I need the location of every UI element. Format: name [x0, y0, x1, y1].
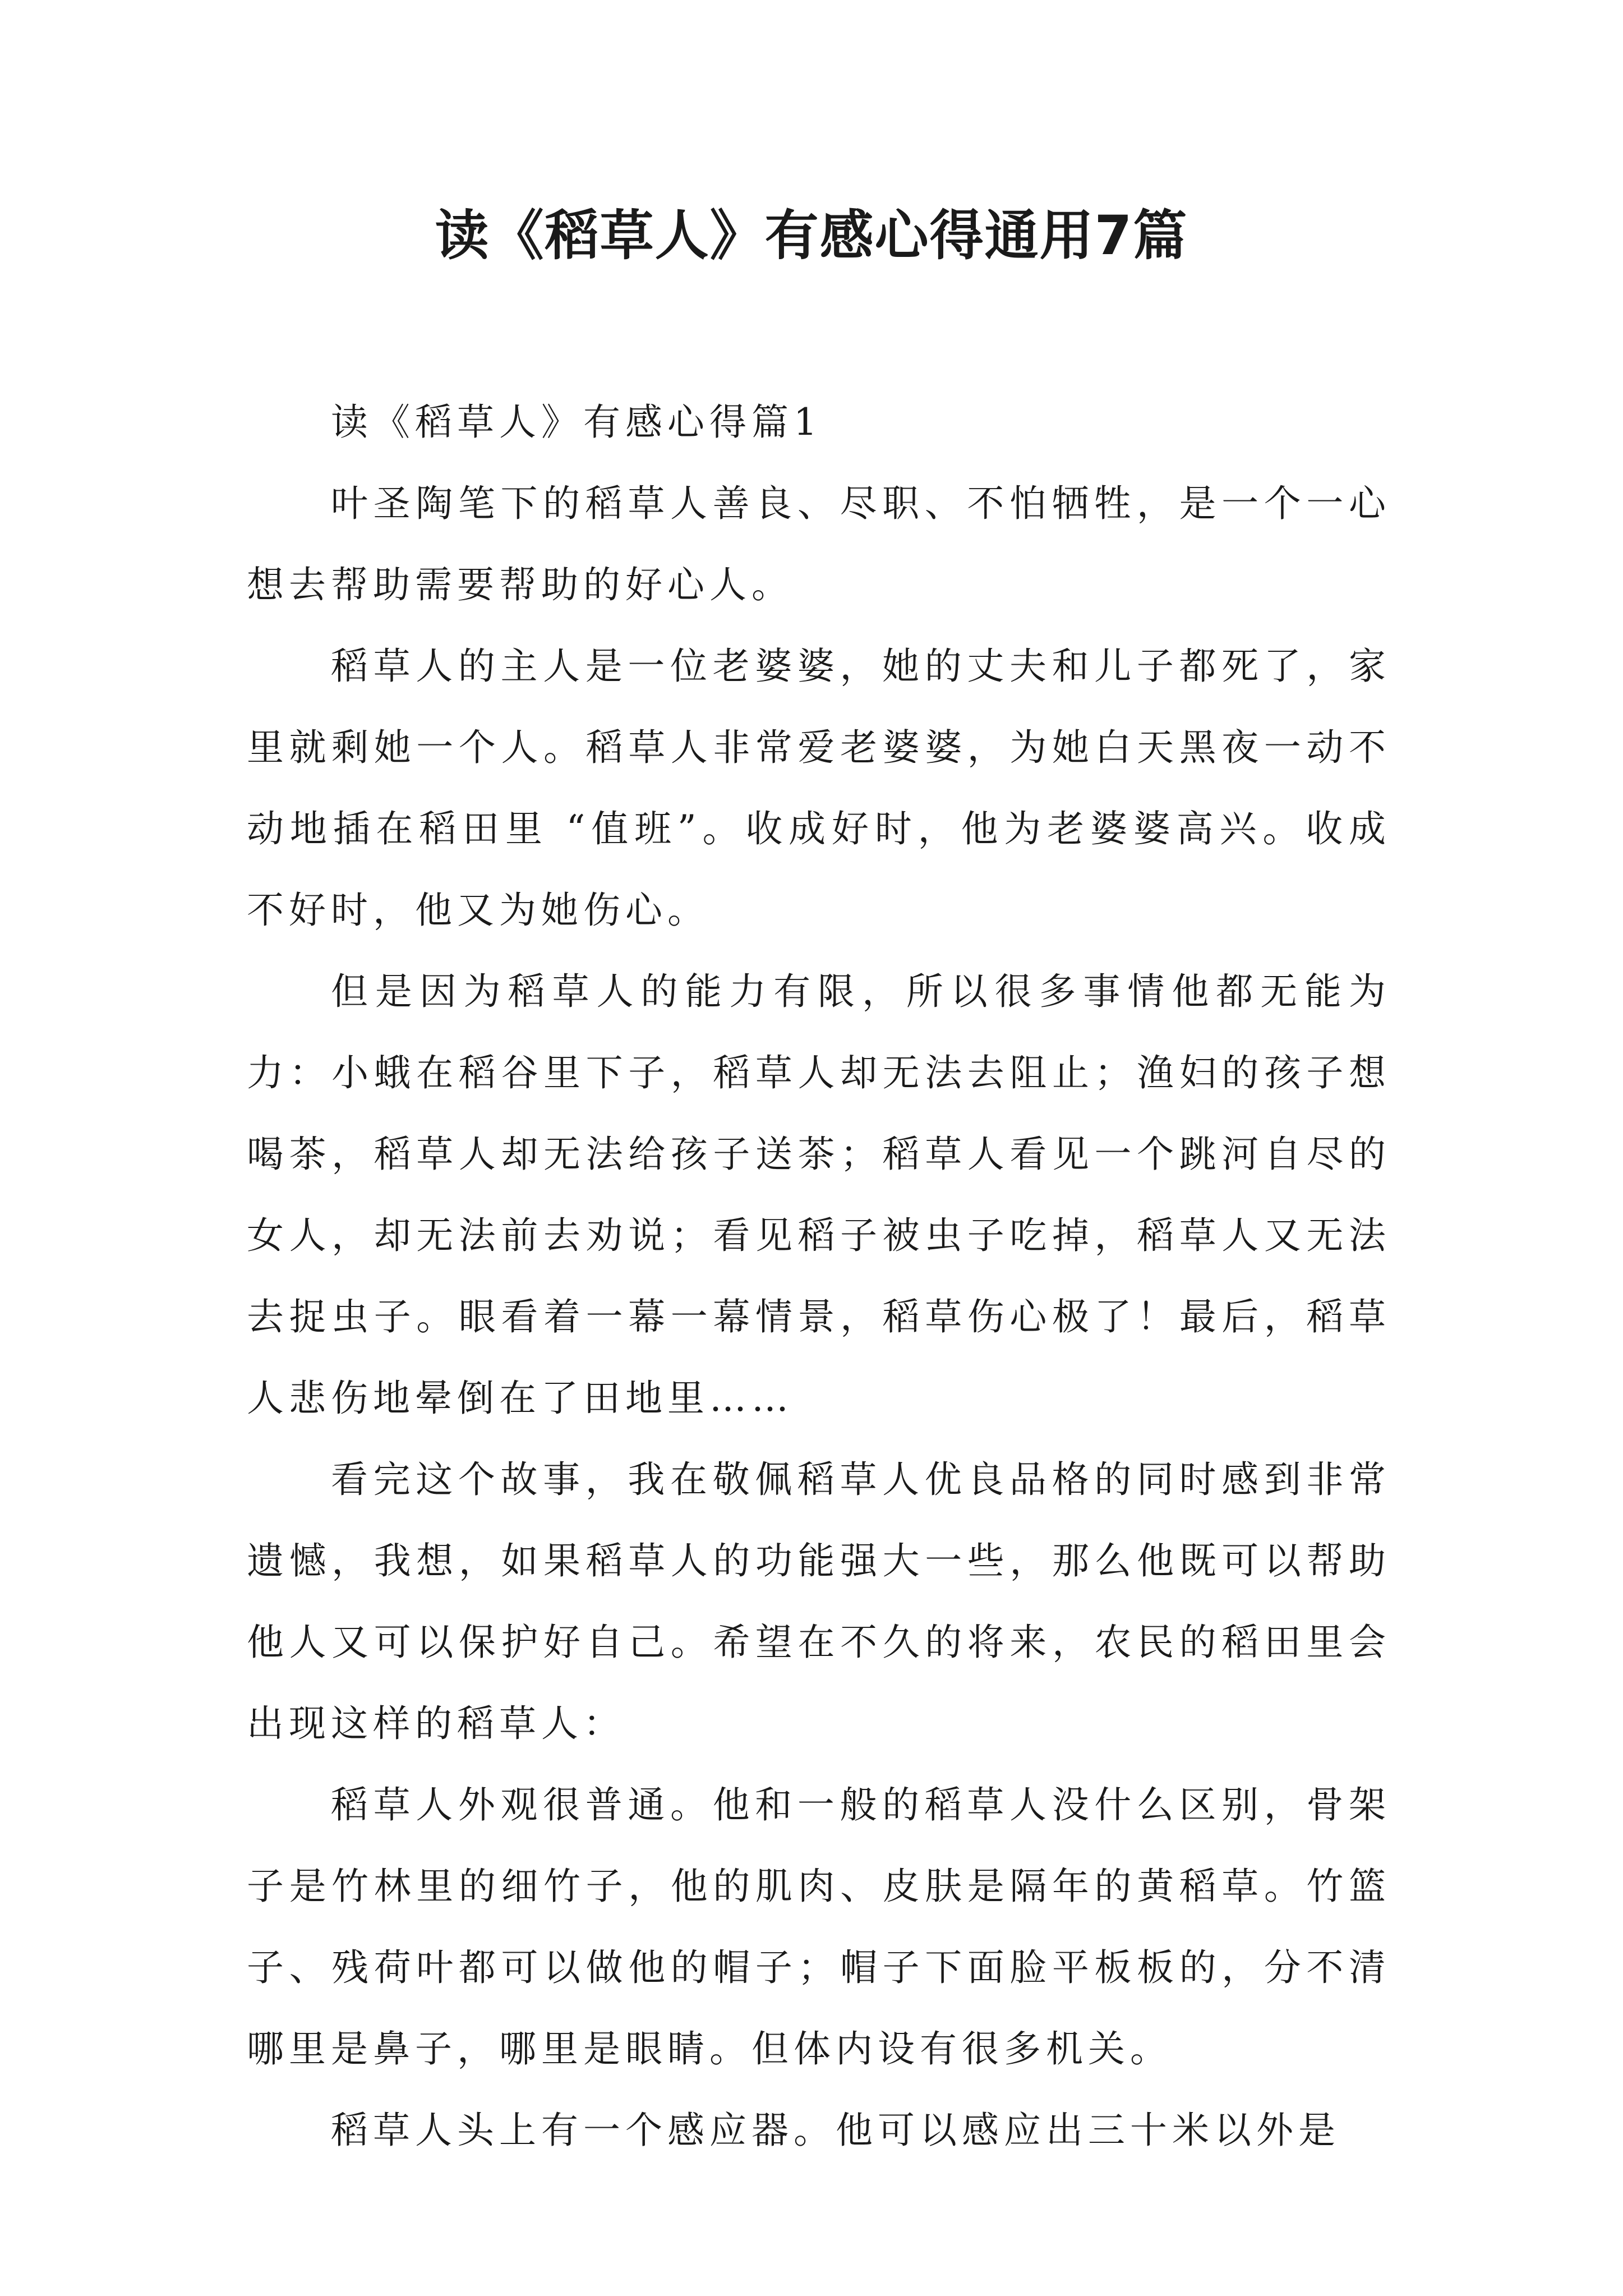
- paragraph: 但是因为稻草人的能力有限，所以很多事情他都无能为力：小蛾在稻谷里下子，稻草人却无法去阻止；渔妇的孩子想喝茶，稻草人却无法给孩子送茶；稻草人看见一个跳河自尽的女人，却无法前去劝说；看见稻子被虫子吃掉，稻草人又无法去捉虫子。眼看着一幕一幕情景，稻草伤心极了！最后，稻草人悲伤地晕倒在了田地里……: [247, 970, 1391, 1420]
- paragraph: 稻草人的主人是一位老婆婆，她的丈夫和儿子都死了，家里就剩她一个人。稻草人非常爱老婆婆，为她白天黑夜一动不动地插在稻田里 “值班”。收成好时，他为老婆婆高兴。收成不好时，他又为她伤心。: [247, 645, 1391, 932]
- section-heading: 读《稻草人》有感心得篇1: [331, 401, 822, 444]
- paragraph: 稻草人外观很普通。他和一般的稻草人没什么区别，骨架子是竹林里的细竹子，他的肌肉、皮肤是隔年的黄稻草。竹篮子、残荷叶都可以做他的帽子；帽子下面脸平板板的，分不清哪里是鼻子，哪里是眼睛。但体内设有很多机关。: [247, 1783, 1391, 2070]
- document-title: 读《稻草人》有感心得通用7篇: [435, 204, 1188, 267]
- paragraph: 看完这个故事，我在敬佩稻草人优良品格的同时感到非常遗憾，我想，如果稻草人的功能强大一些，那么他既可以帮助他人又可以保护好自己。希望在不久的将来，农民的稻田里会出现这样的稻草人：: [247, 1458, 1391, 1745]
- paragraph: 稻草人头上有一个感应器。他可以感应出三十米以外是: [331, 2109, 1340, 2152]
- document-body: [247, 381, 1391, 2171]
- paragraph: 叶圣陶笔下的稻草人善良、尽职、不怕牺牲，是一个一心想去帮助需要帮助的好心人。: [247, 482, 1391, 606]
